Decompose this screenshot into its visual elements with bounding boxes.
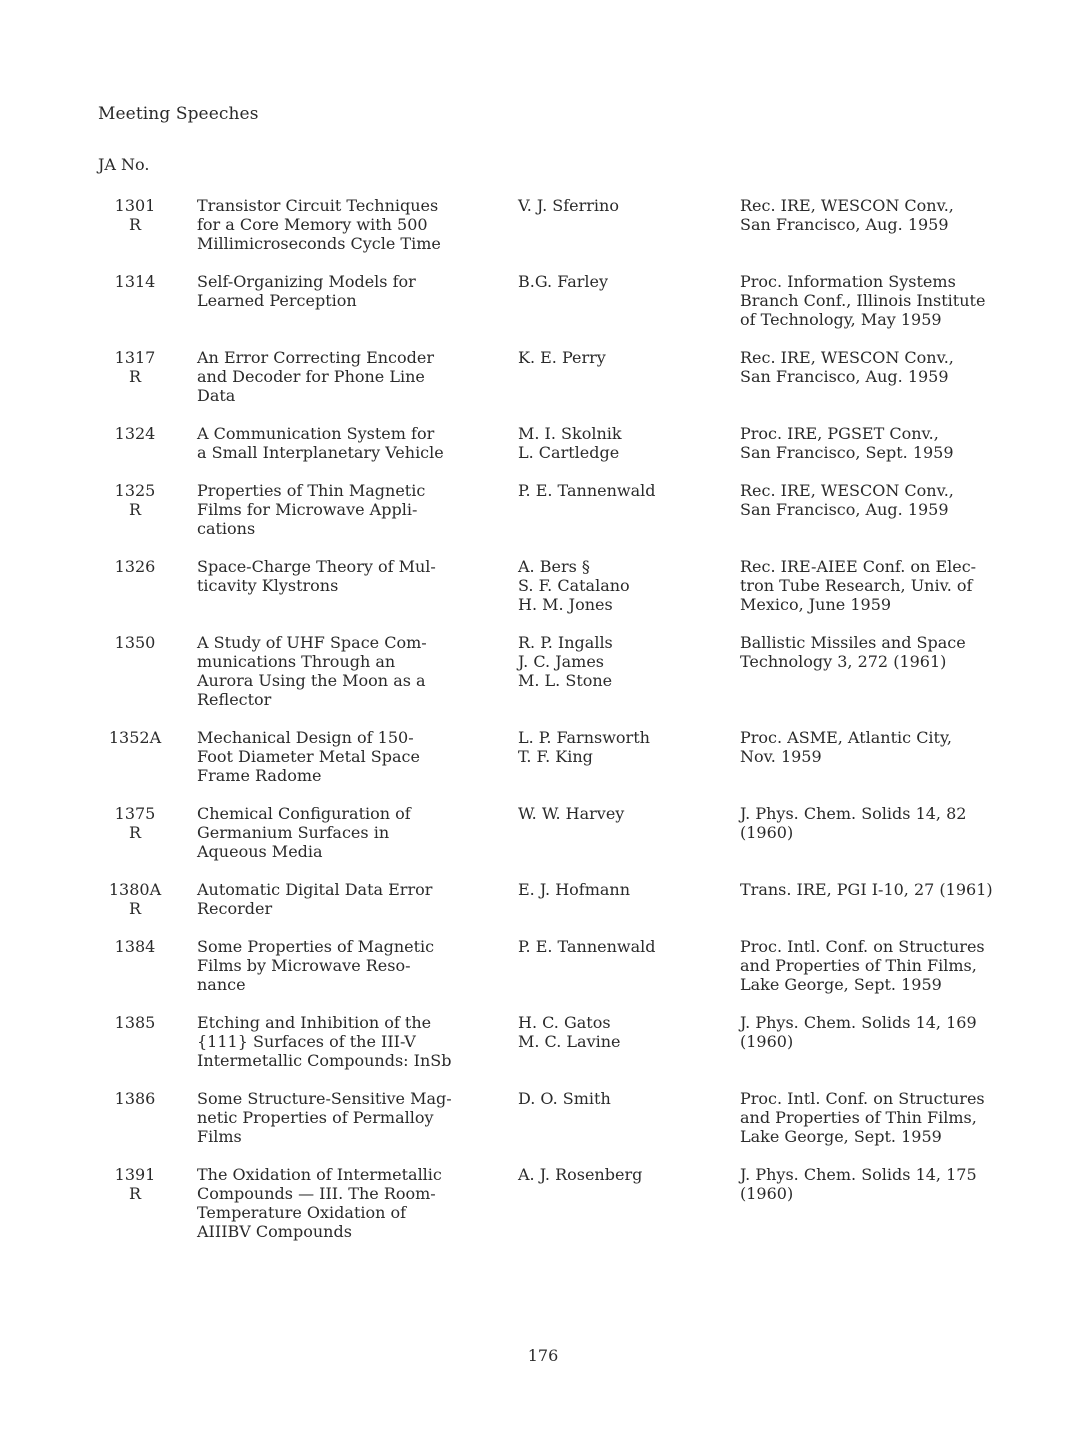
- entry-row: [0, 424, 1086, 462]
- entry-title-line: Reflector: [197, 690, 272, 709]
- entry-title: [197, 557, 507, 595]
- entry-title: [197, 272, 507, 310]
- entry-publication: [740, 481, 1070, 519]
- entry-publication: [740, 424, 1070, 462]
- entry-publication-line: Rec. IRE-AIEE Conf. on Elec-: [740, 557, 977, 576]
- entry-row: [0, 633, 1086, 709]
- entry-publication: [740, 728, 1070, 766]
- ja-number-line: 1301: [114, 196, 156, 215]
- entry-title-line: Films: [197, 1127, 242, 1146]
- entry-title-line: cations: [197, 519, 256, 538]
- ja-number-line: R: [128, 500, 142, 519]
- entry-title-line: Some Structure-Sensitive Mag-: [197, 1089, 452, 1108]
- entry-publication: [740, 633, 1070, 671]
- entry-title-line: Mechanical Design of 150-: [197, 728, 414, 747]
- entry-authors: [518, 633, 718, 690]
- entry-authors-line: A. J. Rosenberg: [518, 1165, 643, 1184]
- entry-publication-line: J. Phys. Chem. Solids 14, 175: [740, 1165, 977, 1184]
- entry-publication-line: (1960): [740, 1032, 794, 1051]
- entry-title-line: Chemical Configuration of: [197, 804, 411, 823]
- entry-title-line: Millimicroseconds Cycle Time: [197, 234, 441, 253]
- entry-publication-line: San Francisco, Aug. 1959: [740, 367, 949, 386]
- ja-number-line: 1384: [114, 937, 156, 956]
- ja-number: [100, 424, 170, 443]
- ja-number: [100, 937, 170, 956]
- entry-publication-line: Proc. Intl. Conf. on Structures: [740, 1089, 985, 1108]
- entry-title-line: A Study of UHF Space Com-: [197, 633, 427, 652]
- ja-number: [100, 633, 170, 652]
- entry-publication-line: (1960): [740, 1184, 794, 1203]
- entry-title-line: Etching and Inhibition of the: [197, 1013, 432, 1032]
- entry-title-line: for a Core Memory with 500: [197, 215, 428, 234]
- entry-publication-line: tron Tube Research, Univ. of: [740, 576, 973, 595]
- entry-title-line: netic Properties of Permalloy: [197, 1108, 434, 1127]
- entry-authors-line: M. I. Skolnik: [518, 424, 622, 443]
- entry-publication-line: Rec. IRE, WESCON Conv.,: [740, 481, 954, 500]
- entry-authors-line: R. P. Ingalls: [518, 633, 613, 652]
- entry-authors-line: K. E. Perry: [518, 348, 606, 367]
- entry-publication: [740, 272, 1070, 329]
- ja-number-line: 1380A: [108, 880, 162, 899]
- entry-title-line: Aqueous Media: [197, 842, 323, 861]
- entry-authors: [518, 1013, 718, 1051]
- ja-number: [100, 557, 170, 576]
- entry-title-line: The Oxidation of Intermetallic: [197, 1165, 442, 1184]
- entry-row: [0, 728, 1086, 785]
- entry-row: [0, 272, 1086, 329]
- entry-authors-line: P. E. Tannenwald: [518, 481, 656, 500]
- entry-authors: [518, 804, 718, 823]
- entry-title: [197, 1089, 507, 1146]
- entry-publication: [740, 348, 1070, 386]
- ja-number-line: R: [128, 1184, 142, 1203]
- entry-title-line: Automatic Digital Data Error: [197, 880, 433, 899]
- entry-publication-line: of Technology, May 1959: [740, 310, 942, 329]
- entry-row: [0, 1165, 1086, 1241]
- entry-authors: [518, 1089, 718, 1108]
- ja-number-line: 1352A: [108, 728, 162, 747]
- entry-authors-line: L. P. Farnsworth: [518, 728, 650, 747]
- entry-title: [197, 424, 507, 462]
- entry-row: [0, 348, 1086, 405]
- entry-authors-line: A. Bers §: [518, 557, 590, 576]
- entry-authors-line: P. E. Tannenwald: [518, 937, 656, 956]
- entry-publication-line: Nov. 1959: [740, 747, 822, 766]
- entry-authors: [518, 728, 718, 766]
- entry-publication-line: Proc. ASME, Atlantic City,: [740, 728, 952, 747]
- entry-authors-line: S. F. Catalano: [518, 576, 630, 595]
- ja-number: [100, 348, 170, 386]
- ja-number-line: 1314: [114, 272, 156, 291]
- section-title: Meeting Speeches: [98, 104, 259, 124]
- entry-publication-line: Ballistic Missiles and Space: [740, 633, 966, 652]
- ja-number-line: 1325: [114, 481, 156, 500]
- entry-row: [0, 1013, 1086, 1070]
- entry-publication-line: San Francisco, Aug. 1959: [740, 500, 949, 519]
- entry-authors-line: D. O. Smith: [518, 1089, 611, 1108]
- ja-number-line: 1324: [114, 424, 156, 443]
- entry-publication-line: San Francisco, Sept. 1959: [740, 443, 954, 462]
- entry-publication-line: Mexico, June 1959: [740, 595, 892, 614]
- entry-authors-line: H. C. Gatos: [518, 1013, 611, 1032]
- entry-title-line: Intermetallic Compounds: InSb: [197, 1051, 452, 1070]
- entry-title: [197, 481, 507, 538]
- page-number: 176: [527, 1346, 559, 1365]
- ja-number-line: 1350: [114, 633, 156, 652]
- entry-title-line: A Communication System for: [197, 424, 435, 443]
- entry-authors: [518, 557, 718, 614]
- ja-number-line: R: [128, 367, 142, 386]
- entry-publication: [740, 1165, 1070, 1203]
- entry-authors: [518, 348, 718, 367]
- ja-number: [100, 1013, 170, 1032]
- entry-title-line: Frame Radome: [197, 766, 322, 785]
- ja-number-line: R: [128, 823, 142, 842]
- entry-publication-line: Rec. IRE, WESCON Conv.,: [740, 196, 954, 215]
- entry-title-line: Temperature Oxidation of: [197, 1203, 407, 1222]
- entry-authors: [518, 196, 718, 215]
- ja-number: [100, 804, 170, 842]
- entry-authors: [518, 424, 718, 462]
- entry-title-line: ticavity Klystrons: [197, 576, 339, 595]
- entry-row: [0, 196, 1086, 253]
- entry-authors-line: V. J. Sferrino: [518, 196, 619, 215]
- entry-title-line: Transistor Circuit Techniques: [197, 196, 439, 215]
- entry-publication-line: J. Phys. Chem. Solids 14, 82: [740, 804, 967, 823]
- entry-title: [197, 348, 507, 405]
- entry-authors-line: M. C. Lavine: [518, 1032, 621, 1051]
- entry-row: [0, 481, 1086, 538]
- entry-authors-line: J. C. James: [518, 652, 604, 671]
- entry-title-line: a Small Interplanetary Vehicle: [197, 443, 444, 462]
- entry-title-line: Compounds — III. The Room-: [197, 1184, 436, 1203]
- entry-title-line: nance: [197, 975, 246, 994]
- entry-authors-line: B.G. Farley: [518, 272, 609, 291]
- entry-title-line: Germanium Surfaces in: [197, 823, 390, 842]
- ja-number: [100, 481, 170, 519]
- entry-title-line: AIIIBV Compounds: [197, 1222, 352, 1241]
- entry-publication-line: J. Phys. Chem. Solids 14, 169: [740, 1013, 977, 1032]
- entry-authors: [518, 1165, 718, 1184]
- entry-title: [197, 1165, 507, 1241]
- entry-publication-line: Lake George, Sept. 1959: [740, 1127, 942, 1146]
- entry-publication-line: (1960): [740, 823, 794, 842]
- entry-publication-line: San Francisco, Aug. 1959: [740, 215, 949, 234]
- entry-title-line: Self-Organizing Models for: [197, 272, 416, 291]
- ja-number-line: 1385: [114, 1013, 156, 1032]
- ja-number: [100, 196, 170, 234]
- entry-title-line: Data: [197, 386, 236, 405]
- entry-title: [197, 804, 507, 861]
- ja-number-line: R: [128, 899, 142, 918]
- entry-row: [0, 880, 1086, 918]
- entry-title-line: Films for Microwave Appli-: [197, 500, 418, 519]
- entry-title-line: Recorder: [197, 899, 273, 918]
- entry-publication-line: Proc. Information Systems: [740, 272, 956, 291]
- entry-row: [0, 557, 1086, 614]
- entry-publication: [740, 1013, 1070, 1051]
- entry-title-line: {111} Surfaces of the III-V: [197, 1032, 416, 1051]
- entry-title-line: munications Through an: [197, 652, 396, 671]
- entry-authors: [518, 937, 718, 956]
- entry-publication: [740, 1089, 1070, 1146]
- ja-number-line: 1326: [114, 557, 156, 576]
- entry-publication: [740, 804, 1070, 842]
- ja-number: [100, 728, 170, 747]
- entry-publication: [740, 196, 1070, 234]
- entry-authors-line: T. F. King: [518, 747, 593, 766]
- entry-title: [197, 880, 507, 918]
- ja-number-line: R: [128, 215, 142, 234]
- entry-publication: [740, 557, 1070, 614]
- entry-row: [0, 1089, 1086, 1146]
- entry-publication-line: Lake George, Sept. 1959: [740, 975, 942, 994]
- entry-authors: [518, 481, 718, 500]
- entry-publication: [740, 937, 1070, 994]
- entry-title: [197, 1013, 507, 1070]
- entry-title-line: Some Properties of Magnetic: [197, 937, 435, 956]
- entry-authors: [518, 880, 718, 899]
- entry-title-line: An Error Correcting Encoder: [197, 348, 435, 367]
- entry-title-line: Learned Perception: [197, 291, 357, 310]
- entry-authors-line: W. W. Harvey: [518, 804, 625, 823]
- entry-title-line: Aurora Using the Moon as a: [197, 671, 426, 690]
- entry-title: [197, 728, 507, 785]
- entry-publication-line: Rec. IRE, WESCON Conv.,: [740, 348, 954, 367]
- ja-number: [100, 1165, 170, 1203]
- column-label: JA No.: [98, 155, 150, 174]
- entry-row: [0, 804, 1086, 861]
- entry-title-line: Films by Microwave Reso-: [197, 956, 411, 975]
- entry-publication-line: Trans. IRE, PGI I-10, 27 (1961): [740, 880, 993, 899]
- entry-authors-line: M. L. Stone: [518, 671, 613, 690]
- entry-publication-line: and Properties of Thin Films,: [740, 956, 977, 975]
- entry-authors-line: L. Cartledge: [518, 443, 620, 462]
- entry-authors-line: E. J. Hofmann: [518, 880, 631, 899]
- entry-publication-line: and Properties of Thin Films,: [740, 1108, 977, 1127]
- entry-title-line: Space-Charge Theory of Mul-: [197, 557, 436, 576]
- entry-title-line: Foot Diameter Metal Space: [197, 747, 420, 766]
- entry-publication-line: Proc. Intl. Conf. on Structures: [740, 937, 985, 956]
- ja-number: [100, 272, 170, 291]
- ja-number-line: 1317: [114, 348, 156, 367]
- entry-title: [197, 196, 507, 253]
- entry-publication-line: Technology 3, 272 (1961): [740, 652, 947, 671]
- entry-title: [197, 633, 507, 709]
- entry-publication: [740, 880, 1070, 899]
- entry-title: [197, 937, 507, 994]
- ja-number-line: 1386: [114, 1089, 156, 1108]
- entry-title-line: and Decoder for Phone Line: [197, 367, 425, 386]
- entry-publication-line: Proc. IRE, PGSET Conv.,: [740, 424, 939, 443]
- ja-number: [100, 880, 170, 918]
- entry-row: [0, 937, 1086, 994]
- entry-authors-line: H. M. Jones: [518, 595, 613, 614]
- entry-authors: [518, 272, 718, 291]
- ja-number-line: 1391: [114, 1165, 156, 1184]
- entry-title-line: Properties of Thin Magnetic: [197, 481, 426, 500]
- entry-publication-line: Branch Conf., Illinois Institute: [740, 291, 986, 310]
- ja-number: [100, 1089, 170, 1108]
- ja-number-line: 1375: [114, 804, 156, 823]
